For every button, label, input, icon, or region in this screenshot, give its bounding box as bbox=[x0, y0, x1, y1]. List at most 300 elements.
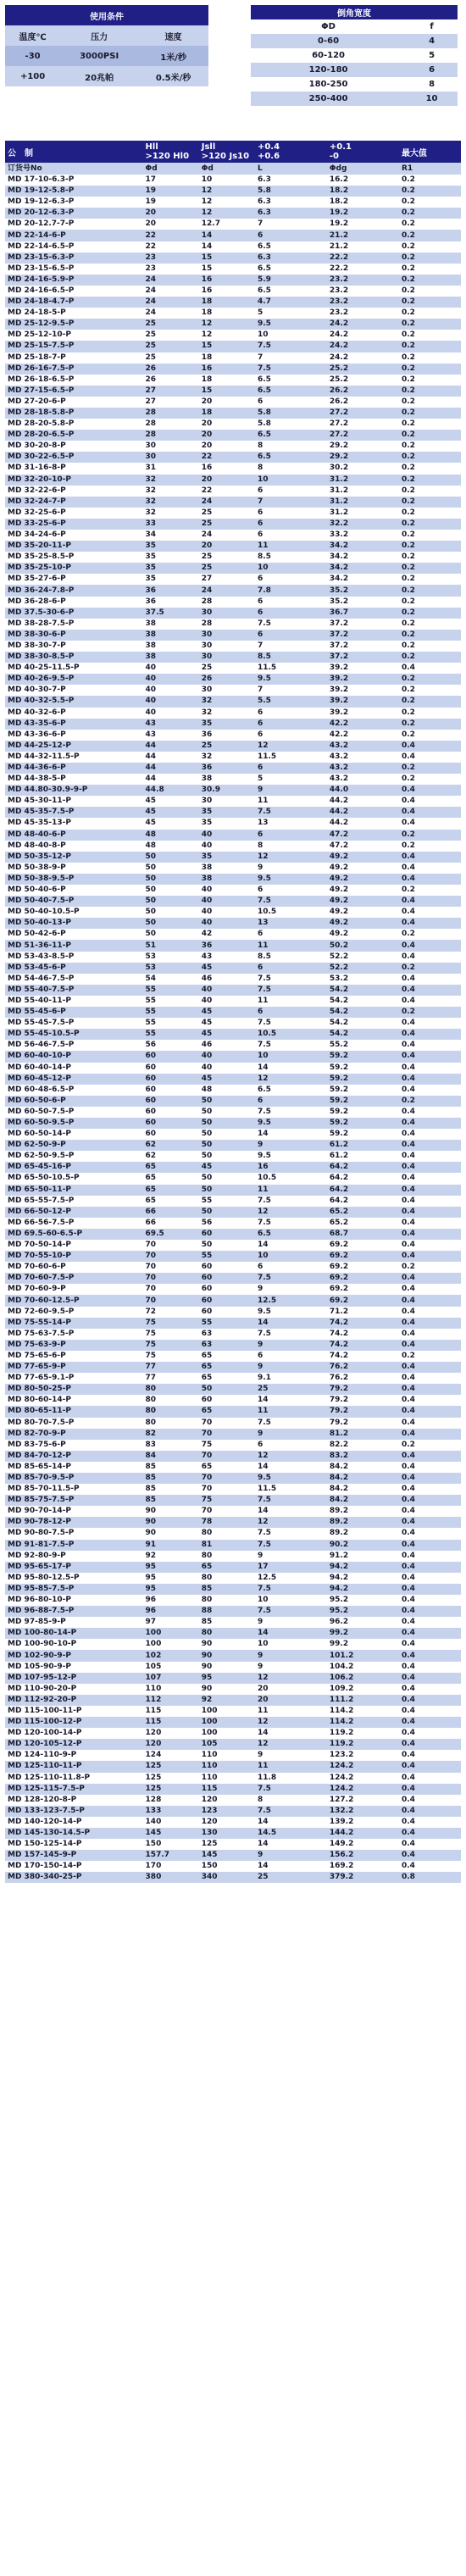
cell-radius: 0.4 bbox=[399, 863, 461, 874]
cell-inner-diameter: 80 bbox=[199, 1628, 255, 1639]
cell-radius: 0.2 bbox=[399, 341, 461, 352]
cell-order-no: MD 65-45-16-P bbox=[5, 1162, 143, 1173]
cell-length: 20 bbox=[255, 1684, 327, 1695]
cell-length: 6.5 bbox=[255, 1085, 327, 1096]
cell-order-no: MD 54-46-7.5-P bbox=[5, 974, 143, 985]
cell-bore-diameter: 60 bbox=[143, 1096, 199, 1107]
cell-groove-diameter: 30.2 bbox=[327, 463, 399, 474]
table-row bbox=[5, 1784, 461, 1795]
table-row bbox=[5, 1761, 461, 1772]
cell-bore-diameter: 82 bbox=[143, 1429, 199, 1440]
cell-order-no: MD 120-105-12-P bbox=[5, 1739, 143, 1750]
table-row bbox=[5, 619, 461, 630]
cell-bore-diameter: 70 bbox=[143, 1251, 199, 1262]
subheader-groove-diameter: Φdg bbox=[327, 163, 399, 175]
chamfer-cell: 6 bbox=[429, 65, 435, 75]
cell-inner-diameter: 18 bbox=[199, 297, 255, 308]
cell-bore-diameter: 83 bbox=[143, 1440, 199, 1451]
cell-order-no: MD 55-40-7.5-P bbox=[5, 985, 143, 996]
cell-inner-diameter: 46 bbox=[199, 974, 255, 985]
cell-bore-diameter: 40 bbox=[143, 708, 199, 719]
cell-radius: 0.2 bbox=[399, 508, 461, 519]
cell-groove-diameter: 19.2 bbox=[327, 219, 399, 230]
cell-order-no: MD 90-78-12-P bbox=[5, 1517, 143, 1528]
table-row bbox=[5, 1162, 461, 1173]
cell-bore-diameter: 150 bbox=[143, 1839, 199, 1850]
cell-length: 12 bbox=[255, 1207, 327, 1218]
table-row bbox=[5, 1650, 461, 1661]
cell-order-no: MD 95-80-12.5-P bbox=[5, 1573, 143, 1584]
cell-inner-diameter: 60 bbox=[199, 1284, 255, 1295]
cell-groove-diameter: 27.2 bbox=[327, 419, 399, 430]
cell-inner-diameter: 18 bbox=[199, 375, 255, 386]
cell-bore-diameter: 60 bbox=[143, 1129, 199, 1140]
cell-length: 9 bbox=[255, 1650, 327, 1661]
cell-order-no: MD 75-65-6-P bbox=[5, 1351, 143, 1362]
cell-length: 11.8 bbox=[255, 1773, 327, 1784]
cell-length: 7 bbox=[255, 641, 327, 652]
cell-length: 6 bbox=[255, 1007, 327, 1018]
cell-groove-diameter: 96.2 bbox=[327, 1617, 399, 1628]
cell-order-no: MD 32-22-6-P bbox=[5, 486, 143, 497]
cell-radius: 0.2 bbox=[399, 253, 461, 264]
table-row bbox=[5, 1562, 461, 1573]
cell-groove-diameter: 34.2 bbox=[327, 563, 399, 574]
table-row bbox=[5, 907, 461, 918]
cell-inner-diameter: 30 bbox=[199, 630, 255, 641]
cell-length: 12 bbox=[255, 1739, 327, 1750]
cell-inner-diameter: 46 bbox=[199, 1040, 255, 1051]
cell-order-no: MD 124-110-9-P bbox=[5, 1750, 143, 1761]
cell-length: 6.5 bbox=[255, 375, 327, 386]
table-row bbox=[5, 1362, 461, 1373]
cell-order-no: MD 102-90-9-P bbox=[5, 1650, 143, 1661]
cell-length: 6.5 bbox=[255, 1229, 327, 1240]
cell-groove-diameter: 74.2 bbox=[327, 1351, 399, 1362]
cell-radius: 0.2 bbox=[399, 275, 461, 286]
cell-inner-diameter: 35 bbox=[199, 818, 255, 829]
cell-order-no: MD 28-20-6.5-P bbox=[5, 430, 143, 441]
cell-inner-diameter: 15 bbox=[199, 264, 255, 275]
cell-radius: 0.2 bbox=[399, 308, 461, 319]
cell-bore-diameter: 31 bbox=[143, 463, 199, 474]
cell-bore-diameter: 38 bbox=[143, 641, 199, 652]
table-row bbox=[5, 752, 461, 763]
cell-order-no: MD 82-70-9-P bbox=[5, 1429, 143, 1440]
cell-inner-diameter: 125 bbox=[199, 1839, 255, 1850]
cell-bore-diameter: 20 bbox=[143, 219, 199, 230]
cell-groove-diameter: 82.2 bbox=[327, 1440, 399, 1451]
cell-inner-diameter: 80 bbox=[199, 1528, 255, 1539]
cell-radius: 0.2 bbox=[399, 963, 461, 974]
cell-radius: 0.2 bbox=[399, 552, 461, 563]
table-row bbox=[5, 408, 461, 419]
table-row bbox=[5, 818, 461, 829]
table-row bbox=[5, 952, 461, 963]
cell-length: 6 bbox=[255, 963, 327, 974]
cell-groove-diameter: 89.2 bbox=[327, 1517, 399, 1528]
cell-radius: 0.2 bbox=[399, 463, 461, 474]
cell-length: 6.5 bbox=[255, 242, 327, 253]
cell-inner-diameter: 20 bbox=[199, 441, 255, 452]
cell-bore-diameter: 34 bbox=[143, 530, 199, 541]
cell-order-no: MD 97-85-9-P bbox=[5, 1617, 143, 1628]
table-row bbox=[5, 364, 461, 375]
cell-inner-diameter: 63 bbox=[199, 1329, 255, 1340]
cell-bore-diameter: 55 bbox=[143, 996, 199, 1007]
cell-length: 6 bbox=[255, 230, 327, 241]
table-row bbox=[5, 230, 461, 241]
cell-inner-diameter: 90 bbox=[199, 1650, 255, 1661]
cell-bore-diameter: 50 bbox=[143, 863, 199, 874]
cell-radius: 0.2 bbox=[399, 475, 461, 486]
cell-groove-diameter: 53.2 bbox=[327, 974, 399, 985]
cell-groove-diameter: 124.2 bbox=[327, 1784, 399, 1795]
cell-inner-diameter: 40 bbox=[199, 918, 255, 929]
cell-order-no: MD 60-40-14-P bbox=[5, 1063, 143, 1074]
cell-order-no: MD 72-60-9.5-P bbox=[5, 1307, 143, 1318]
cell-order-no: MD 107-95-12-P bbox=[5, 1673, 143, 1684]
cell-bore-diameter: 44 bbox=[143, 741, 199, 752]
cell-order-no: MD 55-45-6-P bbox=[5, 1007, 143, 1018]
cell-groove-diameter: 42.2 bbox=[327, 730, 399, 741]
cell-bore-diameter: 77 bbox=[143, 1373, 199, 1384]
table-row bbox=[5, 763, 461, 774]
header-max-value: 最大值 bbox=[399, 141, 461, 163]
cell-groove-diameter: 21.2 bbox=[327, 242, 399, 253]
table-row bbox=[5, 1462, 461, 1473]
cell-inner-diameter: 38 bbox=[199, 774, 255, 785]
cell-bore-diameter: 125 bbox=[143, 1784, 199, 1795]
cell-length: 9 bbox=[255, 1140, 327, 1151]
cell-inner-diameter: 40 bbox=[199, 907, 255, 918]
cell-bore-diameter: 48 bbox=[143, 830, 199, 841]
cell-length: 10 bbox=[255, 475, 327, 486]
cell-bore-diameter: 145 bbox=[143, 1828, 199, 1839]
cell-groove-diameter: 74.2 bbox=[327, 1329, 399, 1340]
cell-radius: 0.2 bbox=[399, 730, 461, 741]
cell-groove-diameter: 69.2 bbox=[327, 1251, 399, 1262]
table-row bbox=[5, 1295, 461, 1306]
chamfer-cell: 180-250 bbox=[308, 80, 348, 89]
cell-length: 14.5 bbox=[255, 1828, 327, 1839]
cell-inner-diameter: 115 bbox=[199, 1784, 255, 1795]
cell-radius: 0.4 bbox=[399, 1251, 461, 1262]
cell-inner-diameter: 45 bbox=[199, 1018, 255, 1029]
header-bore-tolerance: Hll >120 Hl0 bbox=[143, 141, 199, 163]
cell-order-no: MD 34-24-6-P bbox=[5, 530, 143, 541]
cell-groove-diameter: 84.2 bbox=[327, 1462, 399, 1473]
cell-length: 11 bbox=[255, 796, 327, 807]
cell-length: 8 bbox=[255, 441, 327, 452]
cell-length: 7.5 bbox=[255, 619, 327, 630]
cell-radius: 0.2 bbox=[399, 286, 461, 297]
cell-radius: 0.4 bbox=[399, 1617, 461, 1628]
cell-groove-diameter: 94.2 bbox=[327, 1573, 399, 1584]
cell-inner-diameter: 50 bbox=[199, 1240, 255, 1251]
cell-groove-diameter: 61.2 bbox=[327, 1140, 399, 1151]
cell-bore-diameter: 25 bbox=[143, 353, 199, 364]
cell-inner-diameter: 30 bbox=[199, 608, 255, 619]
table-row bbox=[5, 885, 461, 896]
table-row bbox=[5, 574, 461, 585]
table-row bbox=[5, 519, 461, 530]
cell-bore-diameter: 24 bbox=[143, 297, 199, 308]
cell-length: 6 bbox=[255, 597, 327, 608]
cell-length: 14 bbox=[255, 1506, 327, 1517]
cell-inner-diameter: 15 bbox=[199, 253, 255, 264]
cell-bore-diameter: 69.5 bbox=[143, 1229, 199, 1240]
cell-order-no: MD 56-46-7.5-P bbox=[5, 1040, 143, 1051]
cell-inner-diameter: 110 bbox=[199, 1761, 255, 1772]
cell-order-no: MD 24-18-4.7-P bbox=[5, 297, 143, 308]
cell-radius: 0.2 bbox=[399, 574, 461, 585]
cell-inner-diameter: 50 bbox=[199, 1185, 255, 1196]
cell-order-no: MD 85-70-9.5-P bbox=[5, 1473, 143, 1484]
cell-bore-diameter: 28 bbox=[143, 419, 199, 430]
table-row bbox=[5, 375, 461, 386]
table-row bbox=[5, 1540, 461, 1551]
cell-bore-diameter: 85 bbox=[143, 1495, 199, 1506]
table-row bbox=[5, 1273, 461, 1284]
cell-groove-diameter: 55.2 bbox=[327, 1040, 399, 1051]
cell-groove-diameter: 16.2 bbox=[327, 175, 399, 186]
cell-bore-diameter: 70 bbox=[143, 1273, 199, 1284]
cell-radius: 0.2 bbox=[399, 830, 461, 841]
cell-order-no: MD 170-150-14-P bbox=[5, 1861, 143, 1872]
cell-bore-diameter: 24 bbox=[143, 286, 199, 297]
cell-inner-diameter: 48 bbox=[199, 1085, 255, 1096]
cell-length: 6 bbox=[255, 397, 327, 408]
table-row bbox=[5, 319, 461, 330]
cell-length: 6.3 bbox=[255, 197, 327, 208]
cell-radius: 0.4 bbox=[399, 1151, 461, 1162]
cell-length: 14 bbox=[255, 1063, 327, 1074]
cell-groove-diameter: 94.2 bbox=[327, 1584, 399, 1595]
cell-radius: 0.4 bbox=[399, 1162, 461, 1173]
cell-radius: 0.4 bbox=[399, 1717, 461, 1728]
cell-inner-diameter: 50 bbox=[199, 1173, 255, 1184]
cell-bore-diameter: 36 bbox=[143, 585, 199, 596]
cell-bore-diameter: 65 bbox=[143, 1196, 199, 1207]
cell-length: 6 bbox=[255, 830, 327, 841]
subheader-radius: R1 bbox=[399, 163, 461, 175]
chamfer-cell: 0-60 bbox=[318, 36, 340, 46]
cell-length: 11.5 bbox=[255, 752, 327, 763]
cell-inner-diameter: 12 bbox=[199, 330, 255, 341]
cell-bore-diameter: 40 bbox=[143, 674, 199, 685]
cell-bore-diameter: 90 bbox=[143, 1506, 199, 1517]
cell-groove-diameter: 59.2 bbox=[327, 1051, 399, 1062]
cell-radius: 0.4 bbox=[399, 1739, 461, 1750]
cell-bore-diameter: 38 bbox=[143, 630, 199, 641]
table-row bbox=[5, 441, 461, 452]
cell-bore-diameter: 50 bbox=[143, 852, 199, 863]
cell-radius: 0.2 bbox=[399, 419, 461, 430]
cell-inner-diameter: 55 bbox=[199, 1318, 255, 1329]
conditions-cell: 1米/秒 bbox=[160, 53, 186, 63]
cell-length: 7 bbox=[255, 497, 327, 508]
cell-groove-diameter: 84.2 bbox=[327, 1473, 399, 1484]
cell-order-no: MD 45-35-13-P bbox=[5, 818, 143, 829]
cell-groove-diameter: 49.2 bbox=[327, 874, 399, 885]
cell-radius: 0.2 bbox=[399, 641, 461, 652]
cell-groove-diameter: 84.2 bbox=[327, 1484, 399, 1495]
cell-bore-diameter: 85 bbox=[143, 1473, 199, 1484]
cell-inner-diameter: 340 bbox=[199, 1872, 255, 1883]
cell-groove-diameter: 59.2 bbox=[327, 1118, 399, 1129]
table-row bbox=[5, 1617, 461, 1628]
cell-length: 4.7 bbox=[255, 297, 327, 308]
cell-length: 7.5 bbox=[255, 1040, 327, 1051]
cell-bore-diameter: 50 bbox=[143, 918, 199, 929]
cell-radius: 0.4 bbox=[399, 1229, 461, 1240]
table-row bbox=[5, 830, 461, 841]
cell-groove-diameter: 54.2 bbox=[327, 1018, 399, 1029]
cell-bore-diameter: 26 bbox=[143, 375, 199, 386]
cell-bore-diameter: 77 bbox=[143, 1362, 199, 1373]
cell-bore-diameter: 65 bbox=[143, 1162, 199, 1173]
cell-length: 14 bbox=[255, 1462, 327, 1473]
table-row bbox=[5, 1551, 461, 1562]
cell-inner-diameter: 70 bbox=[199, 1473, 255, 1484]
cell-bore-diameter: 35 bbox=[143, 541, 199, 552]
cell-radius: 0.4 bbox=[399, 1418, 461, 1429]
cell-radius: 0.4 bbox=[399, 818, 461, 829]
cell-length: 9.5 bbox=[255, 1151, 327, 1162]
cell-radius: 0.4 bbox=[399, 1750, 461, 1761]
cell-order-no: MD 60-50-9.5-P bbox=[5, 1118, 143, 1129]
cell-bore-diameter: 92 bbox=[143, 1551, 199, 1562]
cell-order-no: MD 77-65-9.1-P bbox=[5, 1373, 143, 1384]
cell-length: 14 bbox=[255, 1728, 327, 1739]
subheader-row bbox=[5, 163, 461, 175]
cell-length: 6 bbox=[255, 574, 327, 585]
cell-radius: 0.4 bbox=[399, 852, 461, 863]
cell-bore-diameter: 24 bbox=[143, 275, 199, 286]
cell-radius: 0.2 bbox=[399, 1262, 461, 1273]
cell-inner-diameter: 50 bbox=[199, 1118, 255, 1129]
cell-radius: 0.2 bbox=[399, 364, 461, 375]
cell-radius: 0.2 bbox=[399, 1096, 461, 1107]
cell-radius: 0.4 bbox=[399, 1384, 461, 1395]
cell-inner-diameter: 56 bbox=[199, 1218, 255, 1229]
cell-length: 12 bbox=[255, 1717, 327, 1728]
cell-bore-diameter: 28 bbox=[143, 408, 199, 419]
cell-bore-diameter: 97 bbox=[143, 1617, 199, 1628]
cell-radius: 0.4 bbox=[399, 1085, 461, 1096]
cell-inner-diameter: 40 bbox=[199, 985, 255, 996]
header-metric: 公 制 bbox=[5, 141, 143, 163]
cell-inner-diameter: 50 bbox=[199, 1096, 255, 1107]
table-row bbox=[5, 1018, 461, 1029]
chamfer-cell: 120-180 bbox=[308, 65, 348, 75]
cell-length: 20 bbox=[255, 1695, 327, 1706]
cell-groove-diameter: 24.2 bbox=[327, 330, 399, 341]
cell-length: 12 bbox=[255, 1517, 327, 1528]
table-row bbox=[5, 1096, 461, 1107]
cell-inner-diameter: 65 bbox=[199, 1373, 255, 1384]
cell-radius: 0.4 bbox=[399, 752, 461, 763]
chamfer-cell: 10 bbox=[425, 94, 438, 103]
conditions-cell: 0.5米/秒 bbox=[155, 73, 191, 83]
cell-radius: 0.2 bbox=[399, 519, 461, 530]
cell-radius: 0.4 bbox=[399, 1063, 461, 1074]
table-row bbox=[5, 286, 461, 297]
cell-order-no: MD 40-32-6-P bbox=[5, 708, 143, 719]
cell-radius: 0.2 bbox=[399, 397, 461, 408]
cell-inner-diameter: 78 bbox=[199, 1517, 255, 1528]
cell-inner-diameter: 55 bbox=[199, 1196, 255, 1207]
cell-length: 9 bbox=[255, 785, 327, 796]
table-row bbox=[5, 996, 461, 1007]
table-row bbox=[5, 1107, 461, 1118]
cell-bore-diameter: 80 bbox=[143, 1418, 199, 1429]
cell-radius: 0.4 bbox=[399, 1817, 461, 1828]
cell-groove-diameter: 39.2 bbox=[327, 696, 399, 707]
table-row bbox=[5, 475, 461, 486]
cell-bore-diameter: 36 bbox=[143, 597, 199, 608]
cell-length: 8.5 bbox=[255, 552, 327, 563]
table-row bbox=[5, 696, 461, 707]
cell-inner-diameter: 120 bbox=[199, 1817, 255, 1828]
table-row bbox=[5, 1029, 461, 1040]
cell-order-no: MD 95-85-7.5-P bbox=[5, 1584, 143, 1595]
cell-groove-diameter: 59.2 bbox=[327, 1085, 399, 1096]
cell-inner-diameter: 65 bbox=[199, 1362, 255, 1373]
cell-bore-diameter: 115 bbox=[143, 1706, 199, 1717]
table-row bbox=[5, 253, 461, 264]
table-row bbox=[5, 1506, 461, 1517]
table-row bbox=[5, 308, 461, 319]
cell-bore-diameter: 27 bbox=[143, 386, 199, 397]
cell-inner-diameter: 25 bbox=[199, 563, 255, 574]
cell-bore-diameter: 33 bbox=[143, 519, 199, 530]
cell-length: 6 bbox=[255, 929, 327, 940]
cell-bore-diameter: 80 bbox=[143, 1395, 199, 1406]
cell-bore-diameter: 95 bbox=[143, 1584, 199, 1595]
cell-order-no: MD 55-45-7.5-P bbox=[5, 1018, 143, 1029]
cell-inner-diameter: 27 bbox=[199, 574, 255, 585]
cell-radius: 0.4 bbox=[399, 1051, 461, 1062]
cell-groove-diameter: 23.2 bbox=[327, 297, 399, 308]
table-row bbox=[5, 1484, 461, 1495]
subheader-length: L bbox=[255, 163, 327, 175]
cell-order-no: MD 32-25-6-P bbox=[5, 508, 143, 519]
cell-order-no: MD 80-50-25-P bbox=[5, 1384, 143, 1395]
cell-groove-diameter: 25.2 bbox=[327, 364, 399, 375]
cell-bore-diameter: 51 bbox=[143, 940, 199, 951]
cell-bore-diameter: 38 bbox=[143, 652, 199, 663]
cell-groove-diameter: 49.2 bbox=[327, 885, 399, 896]
cell-inner-diameter: 35 bbox=[199, 807, 255, 818]
cell-bore-diameter: 157.7 bbox=[143, 1850, 199, 1861]
cell-groove-diameter: 24.2 bbox=[327, 353, 399, 364]
table-row bbox=[5, 1639, 461, 1650]
cell-bore-diameter: 38 bbox=[143, 619, 199, 630]
cell-inner-diameter: 45 bbox=[199, 963, 255, 974]
cell-radius: 0.4 bbox=[399, 1528, 461, 1539]
cell-order-no: MD 44.80-30.9-9-P bbox=[5, 785, 143, 796]
table-row bbox=[5, 264, 461, 275]
cell-inner-diameter: 45 bbox=[199, 1074, 255, 1085]
cell-groove-diameter: 54.2 bbox=[327, 996, 399, 1007]
cell-groove-diameter: 69.2 bbox=[327, 1240, 399, 1251]
table-row bbox=[5, 552, 461, 563]
cell-length: 10.5 bbox=[255, 1173, 327, 1184]
cell-groove-diameter: 79.2 bbox=[327, 1384, 399, 1395]
cell-bore-diameter: 35 bbox=[143, 552, 199, 563]
